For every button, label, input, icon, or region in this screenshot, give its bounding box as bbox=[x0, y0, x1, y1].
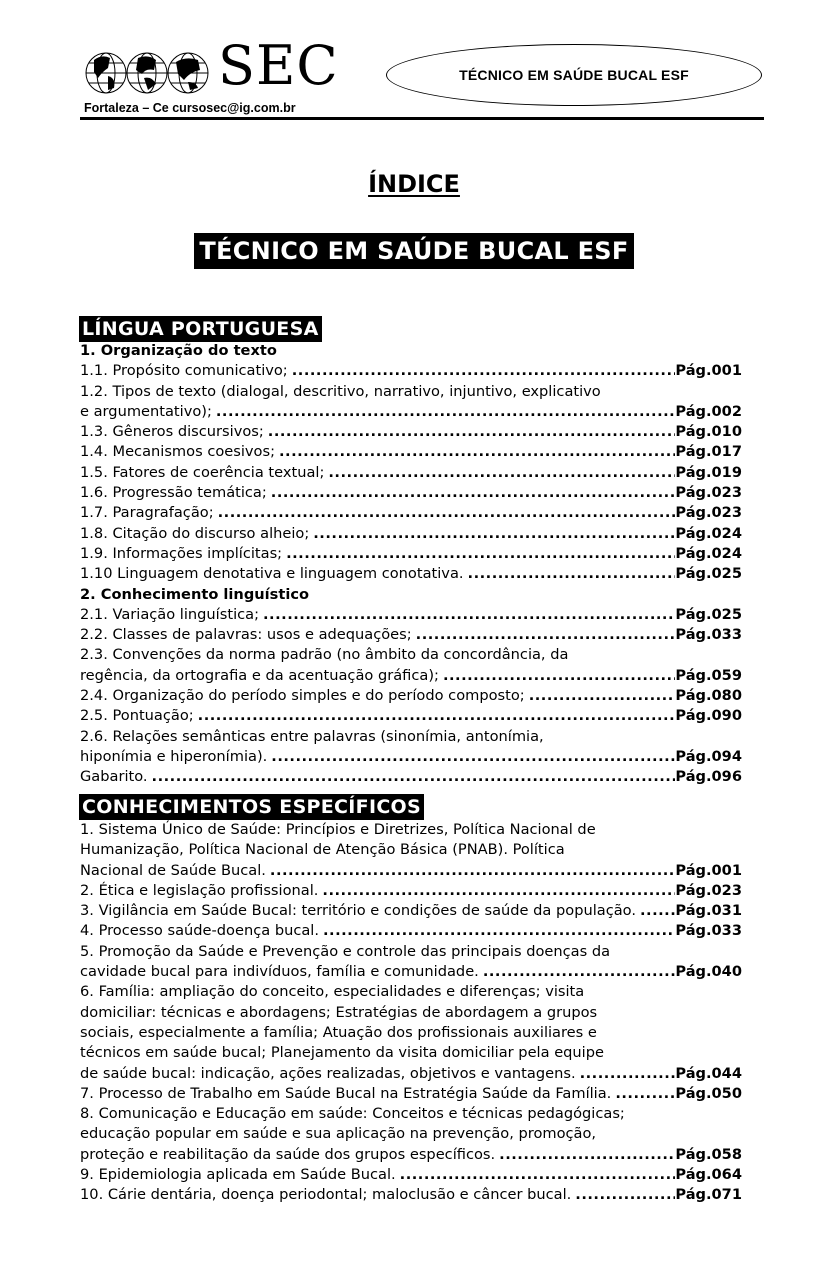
dot-leader bbox=[525, 686, 676, 706]
toc-text-line: 2.6. Relações semânticas entre palavras (sinonímia, antonímia, bbox=[80, 727, 544, 745]
toc-entry-text: 1.8. Citação do discurso alheio; bbox=[80, 524, 310, 542]
dot-leader bbox=[479, 962, 676, 982]
address-text: Fortaleza – Ce cursosec@ig.com.br bbox=[84, 101, 296, 115]
toc-list-lingua-portuguesa bbox=[80, 341, 742, 788]
toc-page-number: Pág.024 bbox=[675, 544, 742, 562]
toc-entry-text: proteção e reabilitação da saúde dos grupos específicos. bbox=[80, 1145, 496, 1163]
toc-text-line: 5. Promoção da Saúde e Prevenção e controle das principais doenças da bbox=[80, 942, 611, 960]
toc-entry bbox=[80, 921, 742, 941]
header-divider bbox=[80, 117, 764, 120]
toc-entry-text: 3. Vigilância em Saúde Bucal: território e condições de saúde da população. bbox=[80, 902, 636, 920]
globes-logo-icon bbox=[84, 42, 210, 100]
toc-text-line: 1. Sistema Único de Saúde: Princípios e Diretrizes, Política Nacional de bbox=[80, 821, 596, 838]
toc-page-number: Pág.025 bbox=[675, 605, 742, 623]
toc-page-number: Pág.023 bbox=[675, 484, 742, 502]
toc-page-number: Pág.023 bbox=[675, 881, 742, 899]
toc-entry bbox=[80, 1064, 742, 1084]
toc-page-number: Pág.010 bbox=[675, 423, 742, 441]
toc-text-line: técnicos em saúde bucal; Planejamento da visita domiciliar pela equipe bbox=[80, 1044, 604, 1062]
toc-page-number: Pág.024 bbox=[675, 524, 742, 542]
toc-entry-text: cavidade bucal para indivíduos, família e comunidade. bbox=[80, 963, 479, 981]
dot-leader bbox=[214, 503, 676, 523]
toc-page-number: Pág.050 bbox=[675, 1084, 742, 1102]
toc-entry bbox=[80, 361, 742, 381]
toc-list-conhecimentos-especificos bbox=[80, 820, 742, 1206]
dot-leader bbox=[576, 1064, 676, 1084]
toc-text-line: domiciliar: técnicas e abordagens; Estratégias de abordagem a grupos bbox=[80, 1003, 598, 1021]
toc-page-number: Pág.019 bbox=[675, 463, 742, 481]
dot-leader bbox=[571, 1185, 675, 1205]
toc-entry bbox=[80, 1165, 742, 1185]
dot-leader bbox=[636, 901, 675, 921]
dot-leader bbox=[264, 422, 676, 442]
dot-leader bbox=[319, 921, 675, 941]
toc-entry-text: 1.3. Gêneros discursivos; bbox=[80, 423, 264, 441]
toc-entry-text: e argumentativo); bbox=[80, 402, 212, 420]
dot-leader bbox=[324, 463, 675, 483]
dot-leader bbox=[266, 861, 675, 881]
toc-entry bbox=[80, 503, 742, 523]
toc-entry bbox=[80, 442, 742, 462]
toc-entry-text: 1.1. Propósito comunicativo; bbox=[80, 362, 288, 380]
toc-entry-text: 4. Processo saúde-doença bucal. bbox=[80, 922, 319, 940]
toc-entry-text: 1.9. Informações implícitas; bbox=[80, 544, 283, 562]
toc-entry-text: 2.2. Classes de palavras: usos e adequações; bbox=[80, 626, 412, 644]
toc-page-number: Pág.033 bbox=[675, 626, 742, 644]
toc-page-number: Pág.001 bbox=[675, 362, 742, 380]
toc-entry-text: 1.10 Linguagem denotativa e linguagem conotativa. bbox=[80, 565, 464, 583]
toc-entry bbox=[80, 767, 742, 787]
toc-entry bbox=[80, 422, 742, 442]
toc-page-number: Pág.040 bbox=[675, 963, 742, 981]
toc-entry-text: regência, da ortografia e da acentuação gráfica); bbox=[80, 666, 439, 684]
toc-text-line: 2.3. Convenções da norma padrão (no âmbito da concordância, da bbox=[80, 646, 569, 664]
dot-leader bbox=[396, 1165, 676, 1185]
toc-entry-text: 1.5. Fatores de coerência textual; bbox=[80, 463, 325, 481]
toc-entry-text: 1.7. Paragrafação; bbox=[80, 504, 214, 522]
dot-leader bbox=[495, 1145, 675, 1165]
toc-entry bbox=[80, 564, 742, 584]
section-header-conhecimentos-especificos: CONHECIMENTOS ESPECÍFICOS bbox=[79, 794, 424, 820]
toc-entry bbox=[80, 1084, 742, 1104]
toc-page-number: Pág.044 bbox=[675, 1064, 742, 1082]
toc-entry bbox=[80, 605, 742, 625]
toc-entry-text: hiponímia e hiperonímia). bbox=[80, 747, 268, 765]
toc-entry-text: 1.4. Mecanismos coesivos; bbox=[80, 443, 275, 461]
toc-text-line: 8. Comunicação e Educação em saúde: Conceitos e técnicas pedagógicas; bbox=[80, 1105, 625, 1123]
toc-text-line: 6. Família: ampliação do conceito, especialidades e diferenças; visita bbox=[80, 983, 585, 1001]
toc-page-number: Pág.002 bbox=[675, 402, 742, 420]
dot-leader bbox=[194, 706, 676, 726]
toc-text-line: educação popular em saúde e sua aplicação na prevenção, promoção, bbox=[80, 1125, 597, 1143]
dot-leader bbox=[439, 666, 675, 686]
toc-entry bbox=[80, 524, 742, 544]
dot-leader bbox=[464, 564, 676, 584]
course-badge-label: TÉCNICO EM SAÚDE BUCAL ESF bbox=[459, 67, 689, 83]
page-title: ÍNDICE bbox=[368, 170, 460, 198]
logo-text: SEC bbox=[218, 34, 339, 97]
toc-page-number: Pág.017 bbox=[675, 443, 742, 461]
dot-leader bbox=[275, 442, 675, 462]
toc-entry-text: Nacional de Saúde Bucal. bbox=[80, 861, 266, 879]
course-badge bbox=[386, 44, 762, 106]
toc-subheading: 2. Conhecimento linguístico bbox=[80, 585, 309, 603]
toc-entry bbox=[80, 747, 742, 767]
toc-entry bbox=[80, 625, 742, 645]
toc-text-line: sociais, especialmente a família; Atuação dos profissionais auxiliares e bbox=[80, 1023, 597, 1041]
dot-leader bbox=[267, 483, 676, 503]
toc-entry bbox=[80, 962, 742, 982]
toc-entry-text: 7. Processo de Trabalho em Saúde Bucal na Estratégia Saúde da Família. bbox=[80, 1084, 612, 1102]
toc-page-number: Pág.071 bbox=[675, 1186, 742, 1204]
toc-entry bbox=[80, 861, 742, 881]
toc-page-number: Pág.094 bbox=[675, 747, 742, 765]
dot-leader bbox=[412, 625, 676, 645]
toc-page-number: Pág.031 bbox=[675, 902, 742, 920]
toc-text-line: 1.2. Tipos de texto (dialogal, descritivo, narrativo, injuntivo, explicativo bbox=[80, 382, 601, 400]
toc-entry bbox=[80, 483, 742, 503]
toc-text-line: Humanização, Política Nacional de Atenção Básica (PNAB). Política bbox=[80, 841, 565, 859]
toc-page-number: Pág.025 bbox=[675, 565, 742, 583]
dot-leader bbox=[282, 544, 675, 564]
toc-entry-text: 2.4. Organização do período simples e do período composto; bbox=[80, 687, 525, 705]
toc-entry-text: 2.1. Variação linguística; bbox=[80, 605, 260, 623]
dot-leader bbox=[148, 767, 676, 787]
toc-entry bbox=[80, 901, 742, 921]
toc-page-number: Pág.080 bbox=[675, 687, 742, 705]
course-title-banner: TÉCNICO EM SAÚDE BUCAL ESF bbox=[194, 233, 634, 269]
dot-leader bbox=[212, 402, 676, 422]
dot-leader bbox=[309, 524, 675, 544]
toc-entry bbox=[80, 881, 742, 901]
toc-entry bbox=[80, 1145, 742, 1165]
toc-page-number: Pág.059 bbox=[675, 666, 742, 684]
toc-entry-text: 2.5. Pontuação; bbox=[80, 707, 194, 725]
toc-page-number: Pág.064 bbox=[675, 1166, 742, 1184]
toc-entry bbox=[80, 544, 742, 564]
toc-entry-text: de saúde bucal: indicação, ações realizadas, objetivos e vantagens. bbox=[80, 1064, 576, 1082]
toc-entry bbox=[80, 1185, 742, 1205]
toc-page-number: Pág.058 bbox=[675, 1145, 742, 1163]
toc-entry-text: 2. Ética e legislação profissional. bbox=[80, 881, 319, 899]
toc-entry bbox=[80, 706, 742, 726]
dot-leader bbox=[288, 361, 676, 381]
toc-entry bbox=[80, 402, 742, 422]
toc-entry bbox=[80, 666, 742, 686]
toc-entry bbox=[80, 463, 742, 483]
toc-entry bbox=[80, 686, 742, 706]
toc-entry-text: 9. Epidemiologia aplicada em Saúde Bucal. bbox=[80, 1166, 396, 1184]
toc-page-number: Pág.001 bbox=[675, 861, 742, 879]
dot-leader bbox=[259, 605, 675, 625]
section-header-lingua-portuguesa: LÍNGUA PORTUGUESA bbox=[79, 316, 322, 342]
toc-page-number: Pág.033 bbox=[675, 922, 742, 940]
toc-entry-text: Gabarito. bbox=[80, 768, 148, 786]
toc-entry-text: 10. Cárie dentária, doença periodontal; maloclusão e câncer bucal. bbox=[80, 1186, 572, 1204]
dot-leader bbox=[267, 747, 675, 767]
toc-page-number: Pág.090 bbox=[675, 707, 742, 725]
toc-page-number: Pág.023 bbox=[675, 504, 742, 522]
toc-page-number: Pág.096 bbox=[675, 768, 742, 786]
dot-leader bbox=[611, 1084, 675, 1104]
toc-entry-text: 1.6. Progressão temática; bbox=[80, 484, 267, 502]
toc-subheading: 1. Organização do texto bbox=[80, 342, 277, 359]
dot-leader bbox=[318, 881, 675, 901]
